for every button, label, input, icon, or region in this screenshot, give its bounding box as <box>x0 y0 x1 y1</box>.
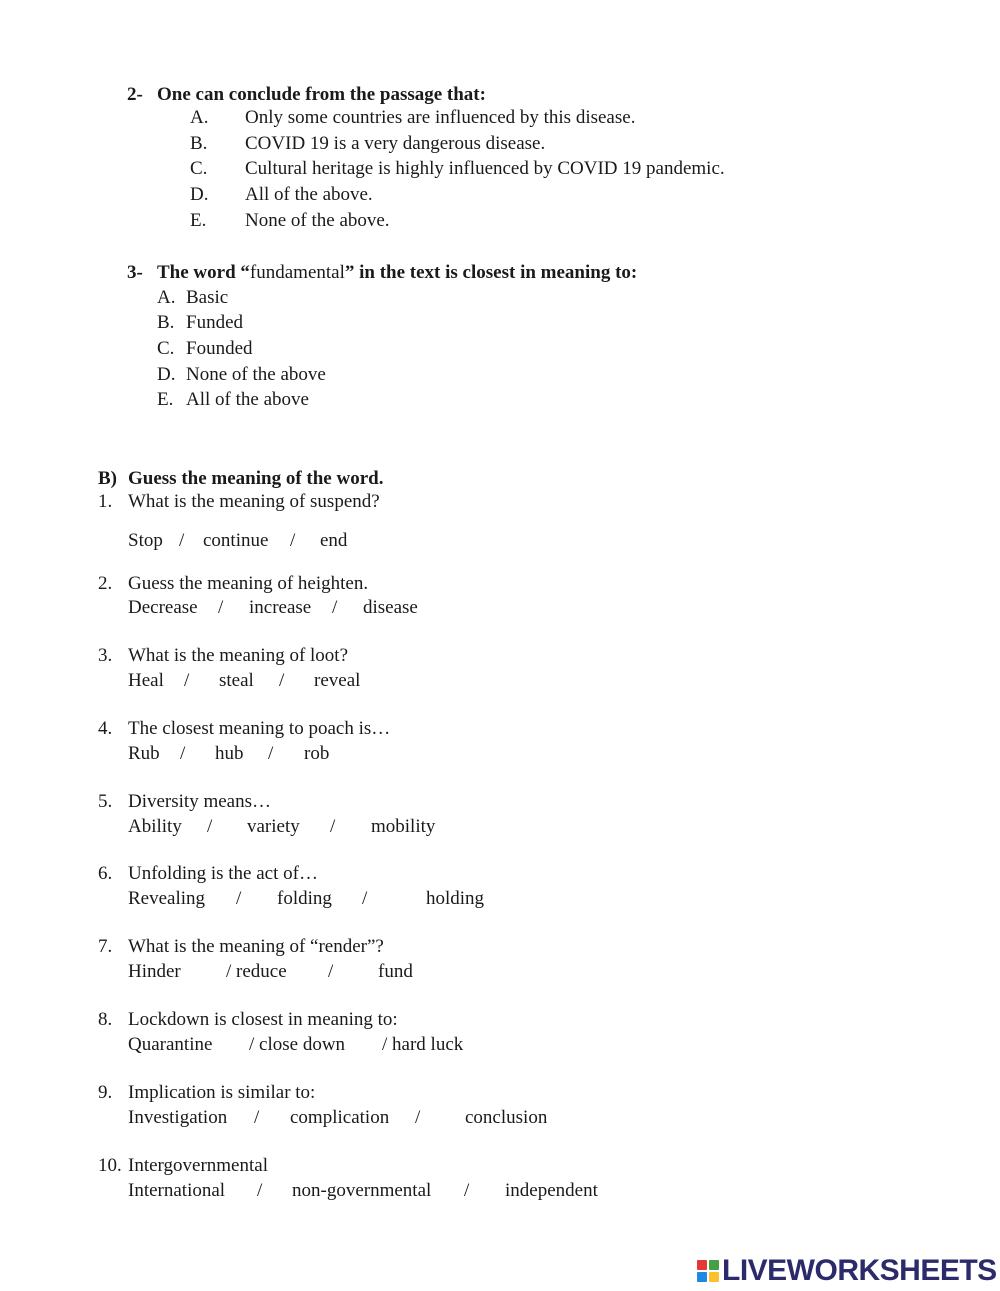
choice-separator: / <box>207 816 213 837</box>
question-prompt: Implication is similar to: <box>128 1082 316 1103</box>
answer-choice[interactable]: hub <box>215 743 244 764</box>
option-text: Founded <box>186 338 253 359</box>
option-letter: D. <box>157 364 176 385</box>
option-text: All of the above <box>186 389 309 410</box>
logo-block <box>709 1272 719 1282</box>
section-label: B) <box>98 468 117 489</box>
question-number: 8. <box>98 1009 113 1030</box>
choice-separator: / <box>279 670 285 691</box>
question-number: 3. <box>98 645 113 666</box>
answer-choice[interactable]: mobility <box>371 816 436 837</box>
option-letter: E. <box>157 389 174 410</box>
choice-separator: / <box>236 888 242 909</box>
question-number: 10. <box>98 1155 122 1176</box>
section-title: Guess the meaning of the word. <box>128 468 384 489</box>
choice-separator: / <box>268 743 274 764</box>
answer-choice[interactable]: Decrease <box>128 597 198 618</box>
title-suffix: ” in the text is closest in meaning to: <box>344 262 638 283</box>
choice-separator: / <box>180 743 186 764</box>
answer-choice[interactable]: rob <box>304 743 330 764</box>
question-prompt: What is the meaning of loot? <box>128 645 349 666</box>
choice-separator: / <box>257 1180 263 1201</box>
option-text: None of the above <box>186 364 326 385</box>
question-title: One can conclude from the passage that: <box>157 84 486 105</box>
logo-block <box>697 1260 707 1270</box>
option-text: All of the above. <box>245 184 373 205</box>
choice-separator: / <box>328 961 334 982</box>
question-number: 7. <box>98 936 113 957</box>
answer-choice[interactable]: conclusion <box>465 1107 548 1128</box>
choice-separator: / <box>179 530 185 551</box>
answer-choice[interactable]: independent <box>505 1180 598 1201</box>
answer-choice[interactable]: Rub <box>128 743 160 764</box>
answer-choice[interactable]: holding <box>426 888 485 909</box>
answer-choice[interactable]: Heal <box>128 670 164 691</box>
title-word: fundamental <box>249 262 345 283</box>
choice-separator: / <box>332 597 338 618</box>
question-prompt: What is the meaning of “render”? <box>128 936 384 957</box>
choice-separator: / <box>464 1180 470 1201</box>
answer-choice[interactable]: Hinder <box>128 961 181 982</box>
option-letter: C. <box>190 158 208 179</box>
answer-choice[interactable]: Investigation <box>128 1107 228 1128</box>
option-text: None of the above. <box>245 210 390 231</box>
answer-choice[interactable]: / close down <box>249 1034 346 1055</box>
logo-block <box>697 1272 707 1282</box>
answer-choice[interactable]: non-governmental <box>292 1180 432 1201</box>
answer-choice[interactable]: / hard luck <box>382 1034 464 1055</box>
answer-choice[interactable]: fund <box>378 961 413 982</box>
answer-choice[interactable]: steal <box>219 670 254 691</box>
option-letter: B. <box>157 312 175 333</box>
question-number: 2. <box>98 573 113 594</box>
question-prompt: Diversity means… <box>128 791 272 812</box>
option-letter: A. <box>190 107 209 128</box>
answer-choice[interactable]: continue <box>203 530 269 551</box>
question-number: 1. <box>98 491 113 512</box>
option-letter: A. <box>157 287 176 308</box>
answer-choice[interactable]: reveal <box>314 670 361 691</box>
option-letter: B. <box>190 133 208 154</box>
option-text: Only some countries are influenced by this disease. <box>245 107 636 128</box>
logo-blocks-icon <box>697 1260 719 1282</box>
choice-separator: / <box>218 597 224 618</box>
question-prompt: The closest meaning to poach is… <box>128 718 391 739</box>
answer-choice[interactable]: variety <box>247 816 300 837</box>
question-number: 3- <box>127 262 143 283</box>
option-letter: C. <box>157 338 175 359</box>
answer-choice[interactable]: disease <box>363 597 418 618</box>
answer-choice[interactable]: Stop <box>128 530 163 551</box>
choice-separator: / <box>415 1107 421 1128</box>
answer-choice[interactable]: Quarantine <box>128 1034 213 1055</box>
answer-choice[interactable]: Ability <box>128 816 182 837</box>
answer-choice[interactable]: International <box>128 1180 226 1201</box>
logo-text: LIVEWORKSHEETS <box>722 1254 997 1287</box>
option-letter: E. <box>190 210 207 231</box>
question-prompt: Lockdown is closest in meaning to: <box>128 1009 398 1030</box>
choice-separator: / <box>362 888 368 909</box>
option-text: COVID 19 is a very dangerous disease. <box>245 133 546 154</box>
question-prompt: Intergovernmental <box>128 1155 268 1176</box>
option-text: Basic <box>186 287 229 308</box>
liveworksheets-logo <box>697 1256 997 1286</box>
answer-choice[interactable]: / reduce <box>226 961 287 982</box>
answer-choice[interactable]: folding <box>277 888 332 909</box>
answer-choice[interactable]: complication <box>290 1107 390 1128</box>
question-title <box>157 262 637 284</box>
choice-separator: / <box>184 670 190 691</box>
choice-separator: / <box>290 530 296 551</box>
option-letter: D. <box>190 184 209 205</box>
answer-choice[interactable]: Revealing <box>128 888 206 909</box>
choice-separator: / <box>330 816 336 837</box>
question-number: 9. <box>98 1082 113 1103</box>
question-prompt: Unfolding is the act of… <box>128 863 318 884</box>
choice-separator: / <box>254 1107 260 1128</box>
question-prompt: Guess the meaning of heighten. <box>128 573 369 594</box>
answer-choice[interactable]: increase <box>249 597 312 618</box>
answer-choice[interactable]: end <box>320 530 348 551</box>
title-prefix: The word “ <box>157 262 250 283</box>
logo-block <box>709 1260 719 1270</box>
question-number: 6. <box>98 863 113 884</box>
question-prompt: What is the meaning of suspend? <box>128 491 380 512</box>
question-number: 5. <box>98 791 113 812</box>
option-text: Cultural heritage is highly influenced by COVID 19 pandemic. <box>245 158 725 179</box>
option-text: Funded <box>186 312 243 333</box>
question-number: 4. <box>98 718 113 739</box>
question-number: 2- <box>127 84 143 105</box>
